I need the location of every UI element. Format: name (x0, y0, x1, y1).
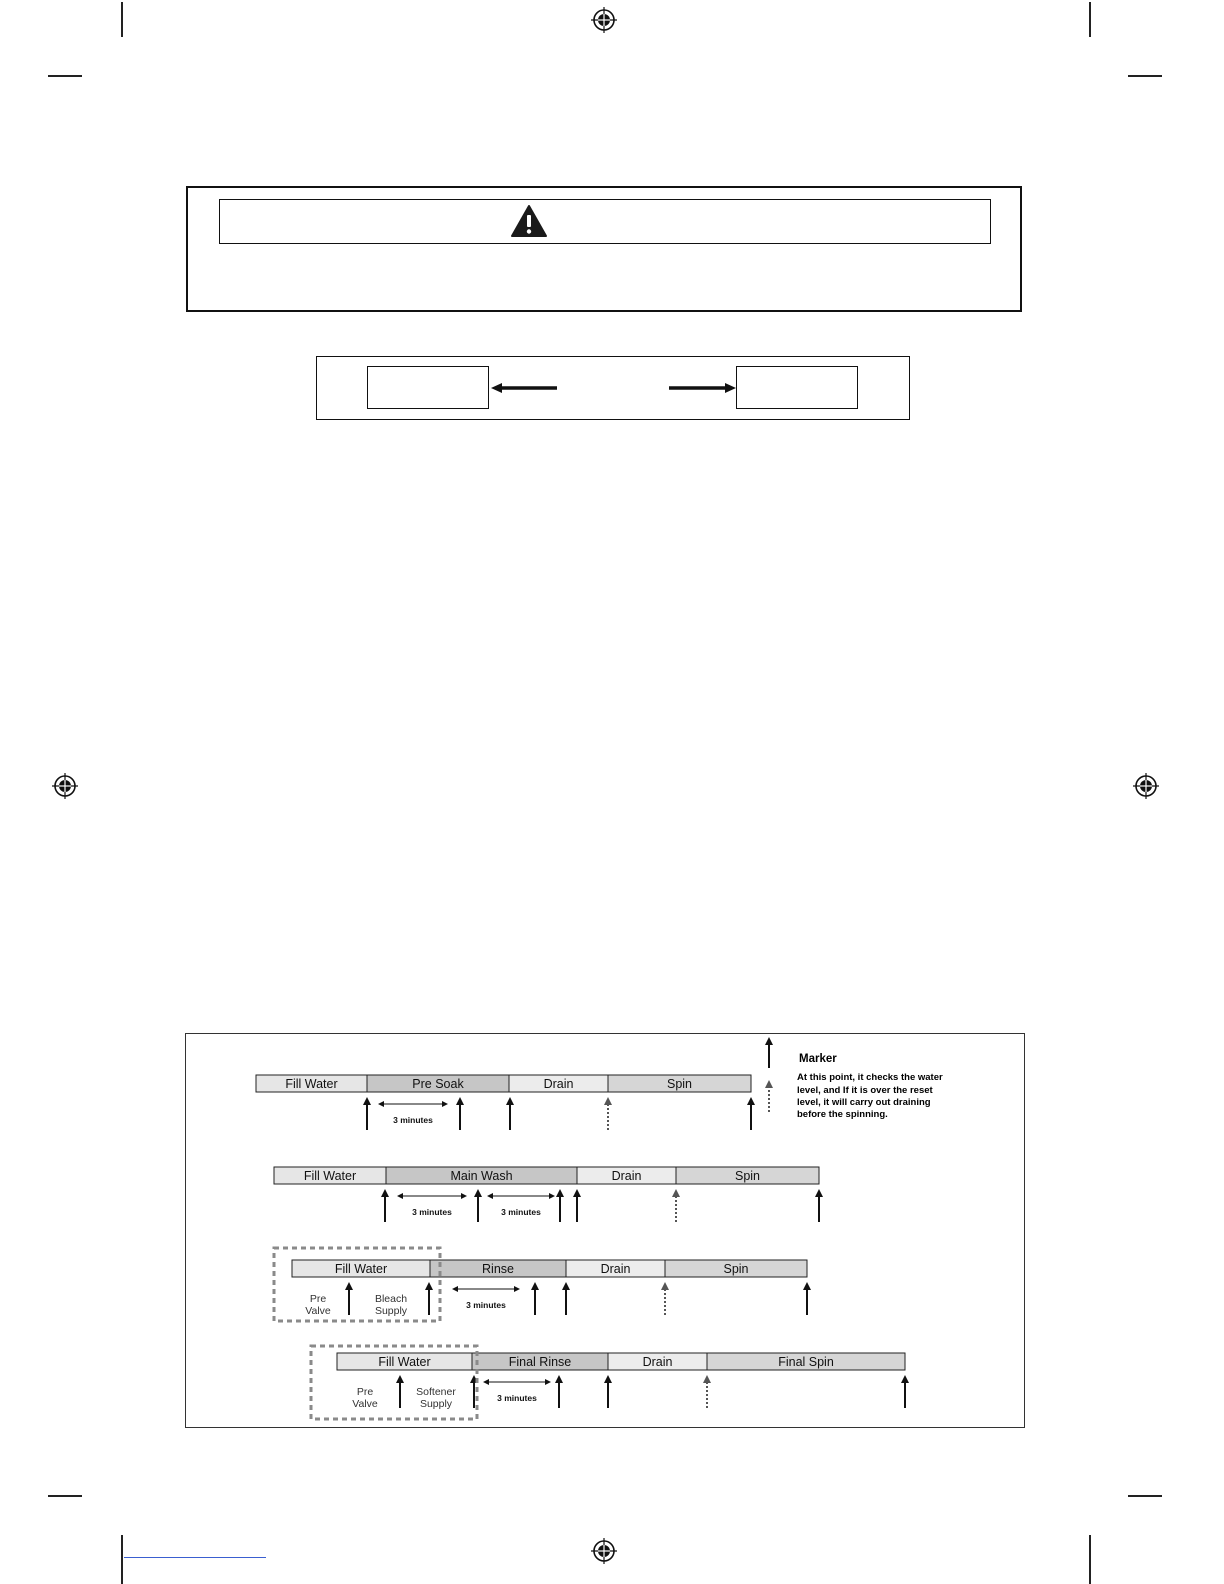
interval-arrowhead (483, 1379, 489, 1385)
interval-arrowhead (487, 1193, 493, 1199)
interval-label: 3 minutes (393, 1115, 433, 1125)
interval-arrowhead (545, 1379, 551, 1385)
marker-legend-line: level, and If it is over the reset (797, 1085, 933, 1096)
supply-label: Supply (419, 1398, 453, 1410)
interval-arrowhead (452, 1286, 458, 1292)
cycle-segment-label: Drain (611, 1169, 642, 1183)
interval-label: 3 minutes (412, 1207, 452, 1217)
interval-arrowhead (442, 1101, 448, 1107)
cycle-segment-label: Spin (734, 1169, 761, 1183)
cycle-segment-label: Fill Water (303, 1169, 357, 1183)
interval-arrowhead (378, 1101, 384, 1107)
cycle-segment-label: Drain (642, 1355, 673, 1369)
interval-arrowhead (397, 1193, 403, 1199)
supply-label: Supply (374, 1305, 408, 1317)
cycle-segment-label: Pre Soak (412, 1077, 464, 1091)
interval-label: 3 minutes (497, 1393, 537, 1403)
supply-label: Pre (309, 1293, 327, 1305)
marker-legend-line: At this point, it checks the water (797, 1072, 943, 1083)
supply-label: Bleach (374, 1293, 408, 1305)
interval-label: 3 minutes (501, 1207, 541, 1217)
cycle-row-main-wash (274, 1167, 819, 1222)
marker-legend (769, 1041, 943, 1120)
cycle-segment-label: Spin (723, 1262, 749, 1276)
cycle-segment-label: Drain (600, 1262, 631, 1276)
cycle-segment-label: Final Rinse (508, 1355, 572, 1369)
interval-arrowhead (514, 1286, 520, 1292)
supply-label: Valve (352, 1398, 378, 1410)
interval-arrowhead (549, 1193, 555, 1199)
cycle-segment-label: Spin (666, 1077, 693, 1091)
marker-legend-line: level, it will carry out draining (797, 1097, 931, 1108)
supply-valve-box (274, 1248, 440, 1321)
interval-label: 3 minutes (466, 1300, 506, 1310)
cycle-segment-label: Main Wash (450, 1169, 513, 1183)
cycle-segment-label: Fill Water (378, 1355, 431, 1369)
cycle-segment-label: Fill Water (334, 1262, 388, 1276)
marker-legend-line: before the spinning. (797, 1109, 888, 1120)
supply-label: Softener (416, 1386, 456, 1398)
cycle-segment-label: Drain (543, 1077, 574, 1091)
cycle-row-pre-soak (256, 1075, 751, 1130)
supply-label: Valve (305, 1305, 331, 1317)
cycle-segment-label: Fill Water (285, 1077, 338, 1091)
marker-legend-title: Marker (799, 1053, 837, 1065)
cycle-row-rinse (274, 1248, 807, 1321)
footer-link-line (124, 1557, 266, 1558)
cycle-segment-label: Rinse (482, 1262, 514, 1276)
interval-arrowhead (461, 1193, 467, 1199)
supply-label: Pre (356, 1386, 374, 1398)
cycle-segment-label: Final Spin (778, 1355, 834, 1369)
cycle-row-final-rinse (311, 1346, 905, 1419)
